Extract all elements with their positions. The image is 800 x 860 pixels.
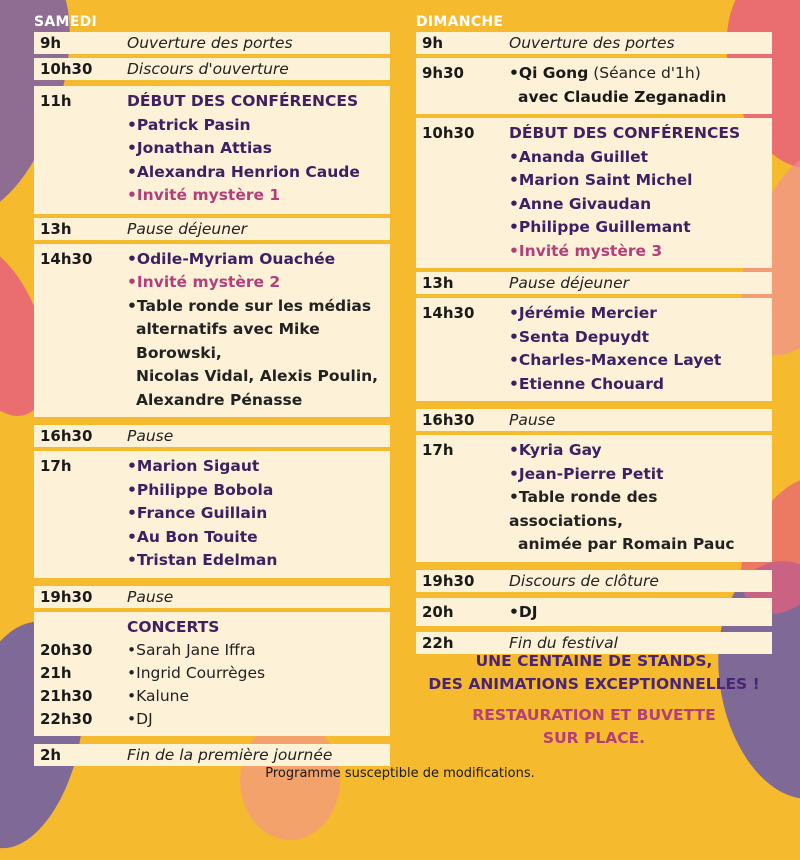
schedule-row: [34, 244, 390, 418]
row-text: •DJ: [509, 602, 538, 621]
row-text: Ouverture des portes: [509, 34, 675, 52]
promo-line: RESTAURATION ET BUVETTE: [472, 706, 716, 724]
roundtable-item: Nicolas Vidal, Alexis Poulin,: [136, 367, 379, 385]
row-time: 13h: [40, 219, 72, 238]
mystery-guest: •Invité mystère 2: [127, 273, 281, 291]
row-time: 10h30: [40, 60, 93, 78]
concert-time: 21h30: [40, 687, 93, 705]
concert-name: •Sarah Jane Iffra: [127, 641, 256, 659]
row-text: Pause: [127, 427, 174, 445]
schedule-row: [34, 586, 390, 608]
roundtable-item: •Table ronde des associations,: [509, 488, 658, 530]
row-time: 11h: [40, 92, 72, 110]
roundtable-item: alternatifs avec Mike Borowski,: [136, 320, 320, 362]
roundtable-item: •Table ronde sur les médias: [127, 296, 372, 315]
schedule-row: [416, 58, 772, 114]
promo-food: [416, 704, 772, 750]
row-time: 19h30: [422, 571, 475, 590]
speaker-item: •Philippe Guillemant: [509, 218, 691, 236]
concert-time: 22h30: [40, 710, 93, 728]
schedule-row: [34, 32, 390, 54]
row-time: 14h30: [40, 249, 93, 268]
row-time: 20h: [422, 602, 454, 621]
concert-name: •Ingrid Courrèges: [127, 664, 266, 682]
row-time: 14h30: [422, 304, 475, 322]
speaker-item: •Marion Saint Michel: [509, 171, 693, 189]
schedule-row: [416, 298, 772, 401]
concerts-block: [34, 612, 390, 737]
row-text: Ouverture des portes: [127, 34, 293, 52]
speaker-item: •Tristan Edelman: [127, 551, 278, 569]
row-time: 13h: [422, 274, 454, 292]
section-title: CONCERTS: [127, 617, 220, 636]
concert-item: [40, 708, 386, 731]
promo-stands: [416, 650, 772, 696]
row-text: Discours de clôture: [509, 571, 659, 590]
concert-item: [40, 639, 386, 662]
row-time: 17h: [40, 457, 72, 475]
roundtable-item: animée par Romain Pauc: [518, 535, 735, 553]
activity-host: avec Claudie Zeganadin: [518, 87, 727, 106]
row-text: Fin de la première journée: [127, 746, 333, 764]
concert-time: 21h: [40, 664, 72, 682]
speaker-item: •France Guillain: [127, 504, 268, 522]
speaker-item: •Alexandra Henrion Caude: [127, 162, 360, 181]
row-time: 17h: [422, 441, 454, 459]
speaker-item: •Au Bon Touite: [127, 527, 258, 546]
schedule-row: [34, 425, 390, 447]
row-time: 22h: [422, 633, 454, 652]
row-text: Pause: [127, 587, 174, 606]
speaker-item: •Ananda Guillet: [509, 147, 649, 166]
schedule-row: [416, 118, 772, 268]
speaker-item: •Anne Givaudan: [509, 194, 652, 213]
speaker-item: •Marion Sigaut: [127, 457, 260, 475]
concert-name: •Kalune: [127, 687, 190, 705]
schedule-row: [34, 58, 390, 80]
speaker-item: •Patrick Pasin: [127, 115, 251, 134]
schedule-row: [416, 570, 772, 592]
mystery-guest: •Invité mystère 3: [509, 241, 663, 260]
concert-name: •DJ: [127, 710, 153, 728]
schedule-row: [34, 218, 390, 240]
row-text: Pause: [509, 411, 556, 429]
row-text: Pause déjeuner: [509, 274, 629, 292]
roundtable-item: Alexandre Pénasse: [136, 390, 303, 409]
concert-item: [40, 662, 386, 685]
row-text: Pause déjeuner: [127, 219, 247, 238]
speaker-item: •Kyria Gay: [509, 441, 602, 459]
promo-line: DES ANIMATIONS EXCEPTIONNELLES !: [428, 675, 760, 693]
concert-item: [40, 685, 386, 708]
row-text: Discours d'ouverture: [127, 60, 289, 78]
saturday-column: [34, 12, 390, 770]
row-time: 9h: [40, 34, 62, 52]
speaker-item: •Odile-Myriam Ouachée: [127, 249, 336, 268]
schedule-row: [416, 409, 772, 431]
row-time: 9h: [422, 34, 444, 52]
speaker-item: •Etienne Chouard: [509, 374, 664, 393]
activity-note: (Séance d'1h): [588, 64, 701, 82]
row-time: 2h: [40, 746, 62, 764]
row-text: Fin du festival: [509, 633, 618, 652]
promo-line: UNE CENTAINE DE STANDS,: [475, 652, 713, 670]
speaker-item: •Charles-Maxence Layet: [509, 351, 722, 369]
mystery-guest: •Invité mystère 1: [127, 186, 281, 204]
speaker-item: •Jean-Pierre Petit: [509, 464, 664, 483]
speaker-item: •Senta Depuydt: [509, 327, 649, 346]
sunday-column: [416, 12, 772, 658]
day-title: SAMEDI: [34, 14, 98, 30]
section-title: DÉBUT DES CONFÉRENCES: [127, 92, 359, 110]
schedule-row: [34, 451, 390, 578]
speaker-item: •Philippe Bobola: [127, 480, 274, 499]
day-title: DIMANCHE: [416, 14, 504, 30]
row-time: 10h30: [422, 124, 475, 142]
row-time: 9h30: [422, 64, 464, 82]
schedule-row: [34, 744, 390, 766]
activity-name: •Qi Gong: [509, 64, 589, 82]
footer-note: Programme susceptible de modifications.: [265, 766, 535, 781]
row-time: 16h30: [422, 411, 475, 429]
section-title: DÉBUT DES CONFÉRENCES: [509, 124, 741, 142]
schedule-row: [416, 435, 772, 562]
schedule-row: [416, 272, 772, 294]
speaker-item: •Jérémie Mercier: [509, 304, 657, 322]
promo-line: SUR PLACE.: [542, 729, 646, 747]
schedule-row: [416, 598, 772, 626]
concert-time: 20h30: [40, 641, 93, 659]
speaker-item: •Jonathan Attias: [127, 139, 272, 157]
row-time: 16h30: [40, 427, 93, 445]
schedule-row: [34, 86, 390, 214]
schedule-row: [416, 32, 772, 54]
row-time: 19h30: [40, 587, 93, 606]
